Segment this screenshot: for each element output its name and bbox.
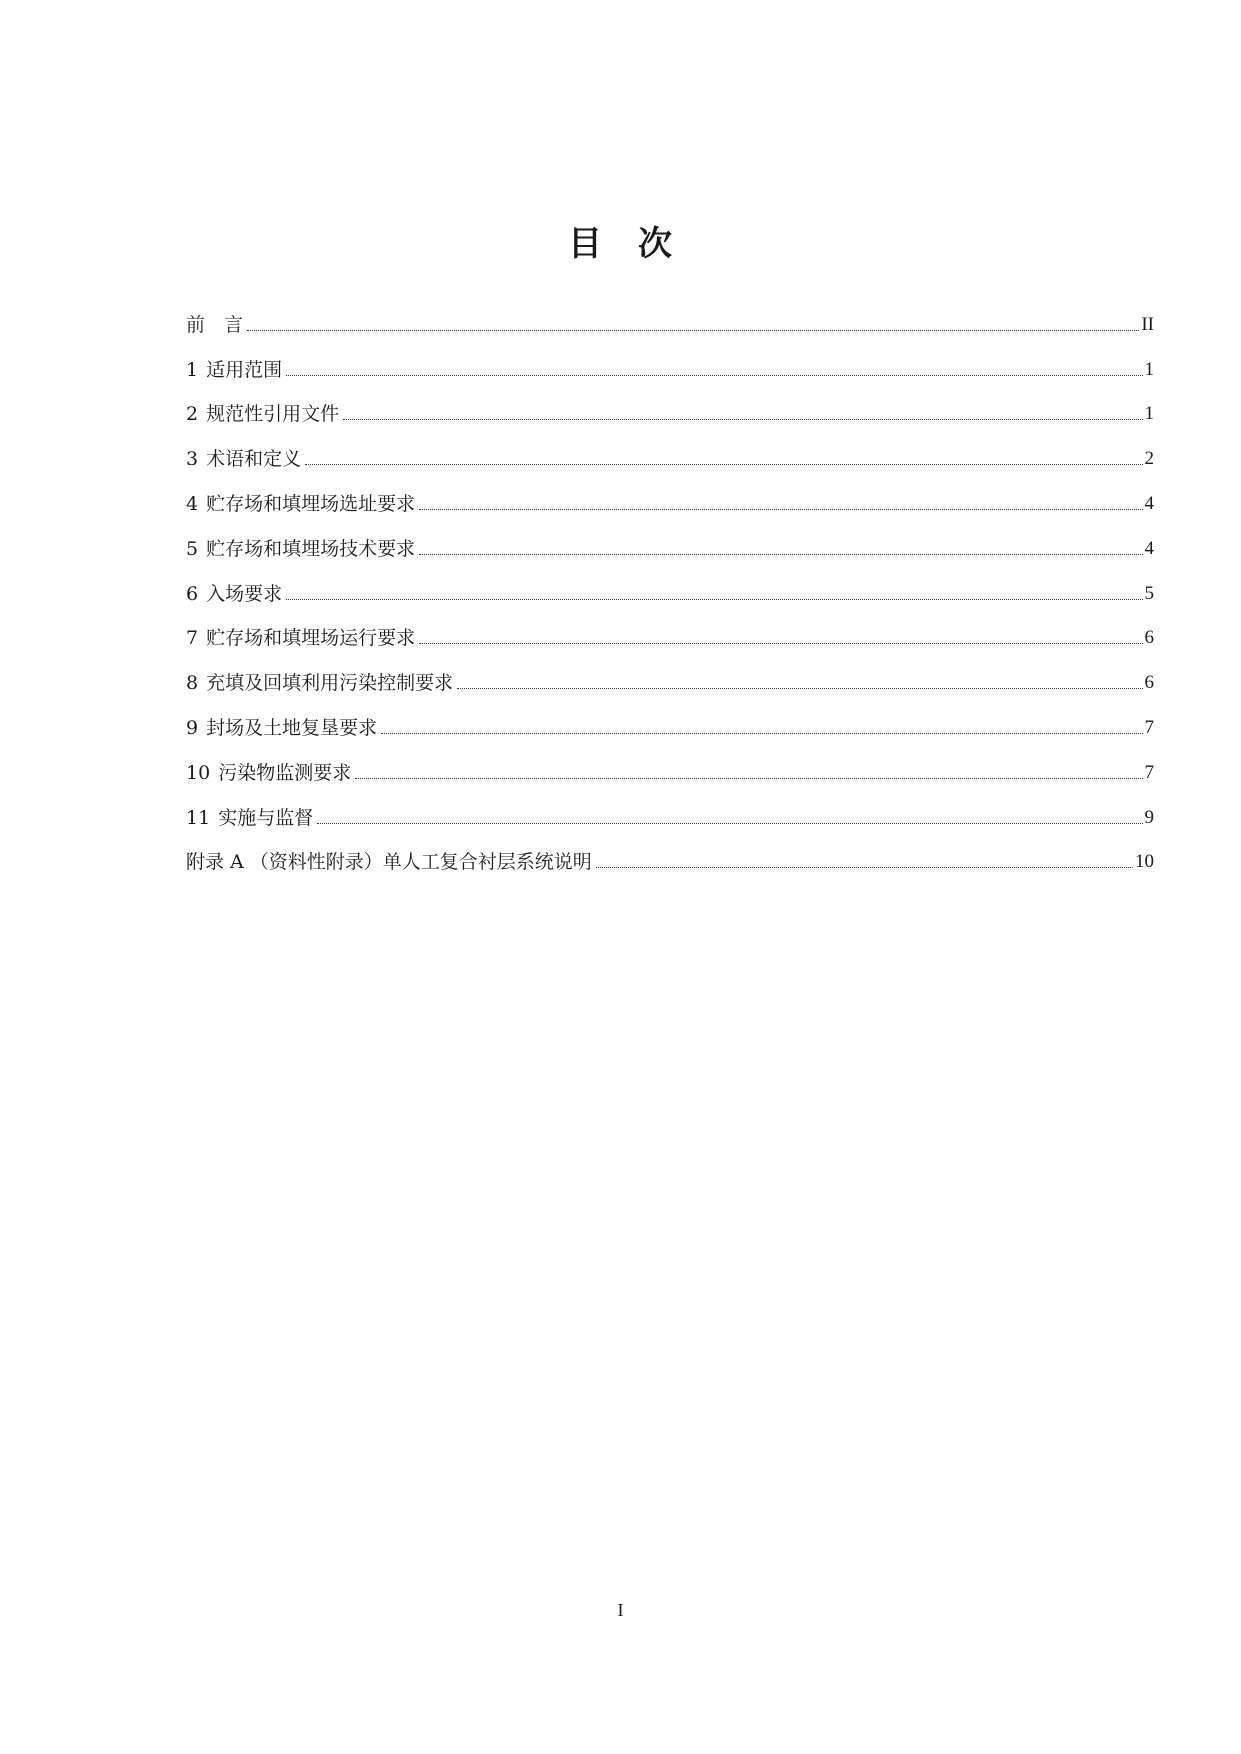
- toc-entry-page: 1: [1144, 358, 1154, 380]
- dot-leader: [286, 375, 1142, 376]
- toc-entry-page: 10: [1135, 851, 1154, 873]
- toc-entry-number: 7: [186, 627, 199, 650]
- toc-entry-number: 10: [186, 761, 211, 784]
- toc-entry-number: 5: [186, 537, 199, 560]
- toc-entry-10[interactable]: [186, 740, 1154, 785]
- toc-entry-5[interactable]: [186, 516, 1154, 561]
- toc-entry-page: 7: [1144, 716, 1154, 738]
- toc-entry-number: 11: [186, 806, 211, 829]
- toc-entry-label: [186, 447, 303, 471]
- dot-leader: [247, 330, 1139, 331]
- dot-leader: [381, 733, 1142, 734]
- toc-entry-1[interactable]: [186, 337, 1154, 382]
- dot-leader: [419, 554, 1142, 555]
- toc-entry-page: 1: [1144, 403, 1154, 425]
- page-title: 目 次: [568, 224, 673, 264]
- toc-entry-title: 充填及回填利用污染控制要求: [206, 672, 454, 695]
- toc-entry-page: 4: [1144, 537, 1154, 559]
- toc-entry-appendix-a[interactable]: [186, 830, 1154, 875]
- dot-leader: [419, 643, 1142, 644]
- toc-entry-6[interactable]: [186, 561, 1154, 606]
- toc-entry-3[interactable]: [186, 426, 1154, 471]
- toc-entry-page: 5: [1144, 582, 1154, 604]
- toc-entry-page: 6: [1144, 627, 1154, 649]
- toc-entry-4[interactable]: [186, 471, 1154, 516]
- toc-entry-label: [186, 402, 341, 426]
- toc-entry-number: 6: [186, 582, 199, 605]
- toc-entry-title: 入场要求: [206, 582, 283, 605]
- toc-entry-label: [186, 313, 245, 337]
- toc-entry-number: 8: [186, 672, 199, 695]
- toc-entry-page: 2: [1144, 448, 1154, 470]
- toc-entry-number: 4: [186, 492, 199, 515]
- table-of-contents: [186, 292, 1154, 874]
- toc-entry-title: 前 言: [186, 313, 244, 336]
- toc-entry-number: 2: [186, 403, 199, 426]
- toc-entry-page: II: [1141, 313, 1154, 335]
- toc-entry-title: 贮存场和填埋场运行要求: [206, 627, 416, 650]
- toc-entry-number: 9: [186, 716, 199, 739]
- toc-entry-title: 贮存场和填埋场选址要求: [206, 492, 416, 515]
- toc-entry-label: [186, 358, 284, 382]
- toc-entry-label: [186, 626, 417, 650]
- toc-entry-label: [186, 492, 417, 516]
- toc-entry-title: 附录 A （资料性附录）单人工复合衬层系统说明: [186, 851, 592, 874]
- toc-entry-label: [186, 716, 379, 740]
- toc-entry-label: [186, 806, 315, 830]
- dot-leader: [355, 778, 1142, 779]
- toc-entry-7[interactable]: [186, 606, 1154, 651]
- toc-entry-8[interactable]: [186, 650, 1154, 695]
- dot-leader: [317, 823, 1142, 824]
- dot-leader: [343, 419, 1142, 420]
- toc-entry-page: 4: [1144, 492, 1154, 514]
- toc-entry-title: 术语和定义: [206, 448, 302, 471]
- toc-entry-9[interactable]: [186, 695, 1154, 740]
- toc-entry-page: 9: [1144, 806, 1154, 828]
- toc-entry-page: 7: [1144, 761, 1154, 783]
- toc-entry-page: 6: [1144, 672, 1154, 694]
- toc-entry-label: [186, 850, 594, 874]
- toc-entry-title: 贮存场和填埋场技术要求: [206, 537, 416, 560]
- toc-entry-label: [186, 671, 455, 695]
- toc-entry-label: [186, 582, 284, 606]
- toc-entry-11[interactable]: [186, 785, 1154, 830]
- toc-entry-label: [186, 537, 417, 561]
- toc-entry-label: [186, 761, 353, 785]
- toc-entry-number: 1: [186, 358, 199, 381]
- dot-leader: [305, 464, 1142, 465]
- page-number: I: [617, 1600, 624, 1620]
- dot-leader: [419, 509, 1142, 510]
- toc-entry-2[interactable]: [186, 382, 1154, 427]
- toc-entry-number: 3: [186, 448, 199, 471]
- toc-entry-title: 规范性引用文件: [206, 403, 340, 426]
- toc-entry-title: 污染物监测要求: [218, 761, 352, 784]
- dot-leader: [596, 867, 1133, 868]
- toc-entry-title: 适用范围: [206, 358, 283, 381]
- toc-entry-preface[interactable]: [186, 292, 1154, 337]
- toc-entry-title: 实施与监督: [218, 806, 314, 829]
- toc-entry-title: 封场及土地复垦要求: [206, 716, 378, 739]
- dot-leader: [286, 599, 1142, 600]
- dot-leader: [457, 688, 1142, 689]
